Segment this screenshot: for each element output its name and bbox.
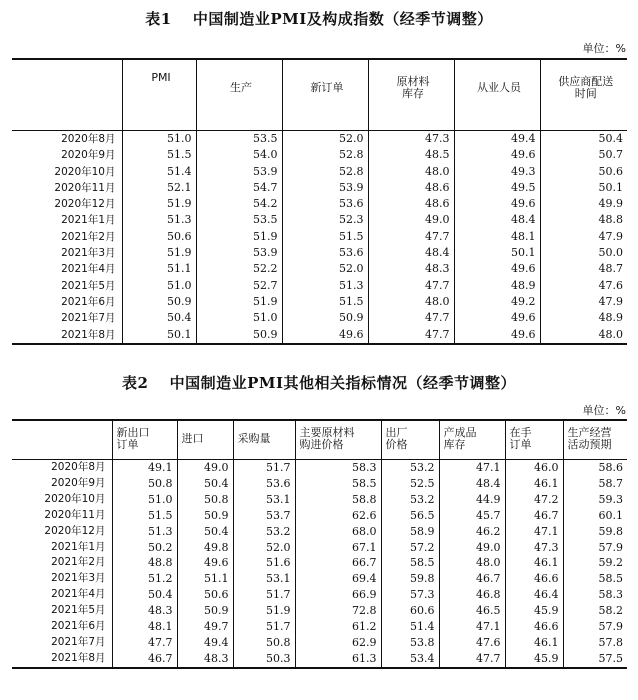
table-row (12, 164, 627, 180)
table-cell: 48.3 (368, 261, 454, 277)
table-cell: 49.2 (454, 294, 540, 310)
table-cell: 47.1 (505, 524, 563, 540)
table-cell: 51.5 (122, 147, 196, 163)
table-cell: 68.0 (295, 524, 381, 540)
table-cell: 46.6 (505, 619, 563, 635)
table-cell: 50.6 (540, 164, 627, 180)
table-cell: 51.6 (233, 555, 295, 571)
table-cell: 50.9 (282, 310, 368, 326)
table-cell: 49.8 (177, 540, 233, 556)
table-row (12, 131, 627, 148)
table-cell: 51.5 (112, 508, 177, 524)
table-cell: 49.1 (112, 460, 177, 476)
table1-header-raw-material-inventory: 原材料 库存 (368, 59, 454, 131)
table-row (12, 635, 627, 651)
row-label: 2021年1月 (61, 214, 116, 227)
table-cell: 52.5 (381, 476, 439, 492)
table-cell: 51.7 (233, 587, 295, 603)
table-cell: 53.1 (233, 492, 295, 508)
table-cell: 50.1 (122, 327, 196, 344)
row-label: 2021年2月 (51, 556, 106, 569)
table-cell: 46.1 (505, 555, 563, 571)
table-cell: 53.2 (233, 524, 295, 540)
table-cell: 58.7 (563, 476, 627, 492)
row-label: 2020年9月 (61, 149, 116, 162)
table-cell: 58.8 (295, 492, 381, 508)
table-cell: 53.9 (282, 180, 368, 196)
table-cell: 48.4 (439, 476, 505, 492)
table-cell: 49.6 (454, 310, 540, 326)
table-cell: 46.0 (505, 460, 563, 476)
table-cell: 50.9 (122, 294, 196, 310)
table-cell: 69.4 (295, 571, 381, 587)
table-cell: 52.0 (233, 540, 295, 556)
table-cell: 52.2 (196, 261, 282, 277)
table-cell: 49.9 (540, 196, 627, 212)
table-cell: 44.9 (439, 492, 505, 508)
table-row (12, 603, 627, 619)
table-cell: 58.2 (563, 603, 627, 619)
table-cell: 48.0 (368, 164, 454, 180)
table-row (12, 619, 627, 635)
table-cell: 46.1 (505, 635, 563, 651)
table-cell: 51.5 (282, 294, 368, 310)
table-cell: 58.5 (563, 571, 627, 587)
table2-header-business-expectations: 生产经营 活动预期 (563, 420, 627, 460)
table-cell: 49.6 (454, 261, 540, 277)
table2-header-new-export-orders: 新出口 订单 (112, 420, 177, 460)
table-cell: 54.2 (196, 196, 282, 212)
row-label: 2021年3月 (51, 572, 106, 585)
table-cell: 48.1 (454, 229, 540, 245)
table1-header-corner (12, 59, 122, 131)
table-cell: 48.1 (112, 619, 177, 635)
table-cell: 57.9 (563, 540, 627, 556)
table-cell: 59.3 (563, 492, 627, 508)
table-cell: 51.0 (196, 310, 282, 326)
table-cell: 47.1 (439, 460, 505, 476)
table-row (12, 294, 627, 310)
table-cell: 46.7 (505, 508, 563, 524)
table-cell: 47.6 (540, 278, 627, 294)
table-cell: 51.4 (122, 164, 196, 180)
table-cell: 58.9 (381, 524, 439, 540)
table-cell: 48.4 (454, 212, 540, 228)
table-cell: 47.9 (540, 229, 627, 245)
table-cell: 50.8 (112, 476, 177, 492)
table-row (12, 651, 627, 668)
table-cell: 57.5 (563, 651, 627, 668)
table-cell: 59.8 (381, 571, 439, 587)
row-label: 2021年6月 (51, 620, 106, 633)
table2-header-row (12, 420, 627, 460)
table2 (12, 419, 627, 669)
table-cell: 46.5 (439, 603, 505, 619)
row-label: 2021年1月 (51, 540, 106, 553)
table-row (12, 229, 627, 245)
table-cell: 51.9 (233, 603, 295, 619)
table-cell: 46.7 (439, 571, 505, 587)
row-label: 2021年3月 (61, 247, 116, 260)
table1-unit: 单位：% (582, 42, 626, 55)
table-cell: 50.1 (454, 245, 540, 261)
table-cell: 49.3 (454, 164, 540, 180)
table-cell: 58.5 (381, 555, 439, 571)
row-label: 2021年6月 (61, 295, 116, 308)
table-cell: 50.0 (540, 245, 627, 261)
table2-header-purchase-quantity: 采购量 (233, 420, 295, 460)
table-cell: 51.7 (233, 460, 295, 476)
table-cell: 53.8 (381, 635, 439, 651)
table-cell: 50.4 (177, 476, 233, 492)
table-cell: 49.6 (454, 196, 540, 212)
row-label: 2020年9月 (51, 476, 106, 489)
table-cell: 47.6 (439, 635, 505, 651)
table-row (12, 492, 627, 508)
table-cell: 48.9 (540, 310, 627, 326)
table-cell: 52.1 (122, 180, 196, 196)
table-cell: 48.6 (368, 196, 454, 212)
table-cell: 52.0 (282, 131, 368, 148)
table-cell: 46.8 (439, 587, 505, 603)
table-cell: 51.2 (112, 571, 177, 587)
table2-header-imports: 进口 (177, 420, 233, 460)
table-cell: 50.6 (177, 587, 233, 603)
table-cell: 47.2 (505, 492, 563, 508)
row-label: 2021年8月 (61, 328, 116, 341)
table-cell: 48.3 (177, 651, 233, 668)
table-cell: 58.5 (295, 476, 381, 492)
table-cell: 50.6 (122, 229, 196, 245)
table1-title: 表1 中国制造业PMI及构成指数（经季节调整） (145, 10, 493, 28)
table-cell: 47.7 (368, 229, 454, 245)
table2-header-backlog-orders: 在手 订单 (505, 420, 563, 460)
table-cell: 48.8 (112, 555, 177, 571)
row-label: 2020年8月 (61, 133, 116, 145)
table-row (12, 508, 627, 524)
table-cell: 57.2 (381, 540, 439, 556)
table-cell: 50.4 (112, 587, 177, 603)
table-cell: 47.3 (368, 131, 454, 148)
table-cell: 50.8 (177, 492, 233, 508)
table-cell: 52.8 (282, 164, 368, 180)
table1-header-pmi: PMI (122, 59, 196, 131)
table-cell: 66.7 (295, 555, 381, 571)
table-cell: 53.9 (196, 245, 282, 261)
table-cell: 49.0 (439, 540, 505, 556)
table-cell: 50.4 (122, 310, 196, 326)
table-cell: 46.7 (112, 651, 177, 668)
row-label: 2020年8月 (51, 461, 106, 473)
table-cell: 46.6 (505, 571, 563, 587)
table-cell: 48.9 (454, 278, 540, 294)
table-cell: 47.1 (439, 619, 505, 635)
row-label: 2020年11月 (44, 508, 106, 521)
table-cell: 57.8 (563, 635, 627, 651)
table-cell: 47.7 (368, 310, 454, 326)
table-cell: 50.7 (540, 147, 627, 163)
table-cell: 49.4 (177, 635, 233, 651)
table-cell: 51.7 (233, 619, 295, 635)
table-cell: 50.9 (177, 603, 233, 619)
table-cell: 53.6 (282, 196, 368, 212)
table-cell: 51.9 (122, 245, 196, 261)
table-row (12, 571, 627, 587)
table-cell: 48.3 (112, 603, 177, 619)
table-row (12, 587, 627, 603)
row-label: 2021年8月 (51, 651, 106, 664)
table-row (12, 278, 627, 294)
table-cell: 58.3 (295, 460, 381, 476)
table-cell: 49.7 (177, 619, 233, 635)
row-label: 2020年10月 (44, 492, 106, 505)
table-cell: 48.4 (368, 245, 454, 261)
table-cell: 53.6 (233, 476, 295, 492)
row-label: 2021年5月 (61, 279, 116, 292)
table-cell: 51.0 (112, 492, 177, 508)
table-cell: 51.1 (177, 571, 233, 587)
row-label: 2021年7月 (51, 635, 106, 648)
table-cell: 46.4 (505, 587, 563, 603)
table-cell: 49.6 (454, 327, 540, 344)
table-cell: 52.8 (282, 147, 368, 163)
table-cell: 50.4 (540, 131, 627, 148)
table-cell: 66.9 (295, 587, 381, 603)
table-cell: 54.0 (196, 147, 282, 163)
table-row (12, 524, 627, 540)
table-cell: 53.7 (233, 508, 295, 524)
table-cell: 72.8 (295, 603, 381, 619)
table-cell: 49.6 (177, 555, 233, 571)
table-cell: 53.6 (282, 245, 368, 261)
table-cell: 49.0 (368, 212, 454, 228)
table1 (12, 58, 627, 345)
table1-header-supplier-delivery-time: 供应商配送 时间 (540, 59, 627, 131)
table-cell: 52.7 (196, 278, 282, 294)
table-cell: 45.9 (505, 651, 563, 668)
table-cell: 53.5 (196, 131, 282, 148)
table2-header-corner (12, 420, 112, 460)
table-cell: 53.2 (381, 460, 439, 476)
table-cell: 50.3 (233, 651, 295, 668)
table-row (12, 261, 627, 277)
table-cell: 60.1 (563, 508, 627, 524)
table-cell: 57.3 (381, 587, 439, 603)
row-label: 2021年5月 (51, 604, 106, 617)
table-cell: 49.6 (454, 147, 540, 163)
row-label: 2020年12月 (54, 198, 116, 211)
table-cell: 50.8 (233, 635, 295, 651)
table2-header-finished-goods-inventory: 产成品 库存 (439, 420, 505, 460)
table-cell: 48.5 (368, 147, 454, 163)
table-cell: 51.3 (122, 212, 196, 228)
table-cell: 49.6 (282, 327, 368, 344)
table-cell: 50.4 (177, 524, 233, 540)
table-cell: 47.7 (112, 635, 177, 651)
table1-header-row (12, 59, 627, 131)
table-cell: 61.3 (295, 651, 381, 668)
row-label: 2020年11月 (54, 181, 116, 194)
table-cell: 51.3 (112, 524, 177, 540)
table-cell: 53.2 (381, 492, 439, 508)
row-label: 2021年2月 (61, 230, 116, 243)
table-cell: 48.0 (368, 294, 454, 310)
table-cell: 67.1 (295, 540, 381, 556)
table-cell: 51.9 (196, 229, 282, 245)
table-cell: 51.0 (122, 278, 196, 294)
table-cell: 47.7 (368, 278, 454, 294)
table-cell: 57.9 (563, 619, 627, 635)
table-cell: 47.7 (368, 327, 454, 344)
table-cell: 50.1 (540, 180, 627, 196)
table-row (12, 180, 627, 196)
table-row (12, 212, 627, 228)
table-cell: 48.7 (540, 261, 627, 277)
table-cell: 49.4 (454, 131, 540, 148)
table-row (12, 196, 627, 212)
table-cell: 53.9 (196, 164, 282, 180)
table-row (12, 540, 627, 556)
table-cell: 62.6 (295, 508, 381, 524)
table-row (12, 327, 627, 344)
table-cell: 48.6 (368, 180, 454, 196)
table-row (12, 476, 627, 492)
table-cell: 51.1 (122, 261, 196, 277)
table-cell: 47.9 (540, 294, 627, 310)
table2-header-input-prices: 主要原材料 购进价格 (295, 420, 381, 460)
table-cell: 45.9 (505, 603, 563, 619)
table-row (12, 555, 627, 571)
table-cell: 54.7 (196, 180, 282, 196)
table-row (12, 460, 627, 476)
table-row (12, 147, 627, 163)
table-cell: 61.2 (295, 619, 381, 635)
table-cell: 53.1 (233, 571, 295, 587)
table-cell: 47.3 (505, 540, 563, 556)
table-cell: 62.9 (295, 635, 381, 651)
table-cell: 60.6 (381, 603, 439, 619)
table-cell: 48.0 (540, 327, 627, 344)
table-row (12, 310, 627, 326)
table-cell: 51.9 (122, 196, 196, 212)
row-label: 2020年12月 (44, 524, 106, 537)
table-cell: 45.7 (439, 508, 505, 524)
table-cell: 53.5 (196, 212, 282, 228)
table1-header-production: 生产 (196, 59, 282, 131)
row-label: 2021年4月 (51, 588, 106, 601)
row-label: 2021年4月 (61, 263, 116, 276)
table-cell: 59.8 (563, 524, 627, 540)
table-row (12, 245, 627, 261)
table1-header-employment: 从业人员 (454, 59, 540, 131)
table-cell: 50.9 (196, 327, 282, 344)
table-cell: 51.0 (122, 131, 196, 148)
table1-header-new-orders: 新订单 (282, 59, 368, 131)
table2-unit: 单位：% (582, 404, 626, 417)
table-cell: 49.0 (177, 460, 233, 476)
table-cell: 56.5 (381, 508, 439, 524)
row-label: 2021年7月 (61, 312, 116, 325)
table-cell: 53.4 (381, 651, 439, 668)
table-cell: 48.8 (540, 212, 627, 228)
table-cell: 46.2 (439, 524, 505, 540)
table-cell: 48.0 (439, 555, 505, 571)
table-cell: 51.3 (282, 278, 368, 294)
table-cell: 52.0 (282, 261, 368, 277)
table-cell: 47.7 (439, 651, 505, 668)
table-cell: 52.3 (282, 212, 368, 228)
table-cell: 51.4 (381, 619, 439, 635)
table-cell: 50.2 (112, 540, 177, 556)
table-cell: 51.9 (196, 294, 282, 310)
table2-header-output-prices: 出厂 价格 (381, 420, 439, 460)
table-cell: 58.6 (563, 460, 627, 476)
table-cell: 46.1 (505, 476, 563, 492)
table-cell: 59.2 (563, 555, 627, 571)
table-cell: 49.5 (454, 180, 540, 196)
table2-title: 表2 中国制造业PMI其他相关指标情况（经季节调整） (121, 374, 517, 392)
table-cell: 51.5 (282, 229, 368, 245)
table-cell: 58.3 (563, 587, 627, 603)
row-label: 2020年10月 (54, 165, 116, 178)
table-cell: 50.9 (177, 508, 233, 524)
